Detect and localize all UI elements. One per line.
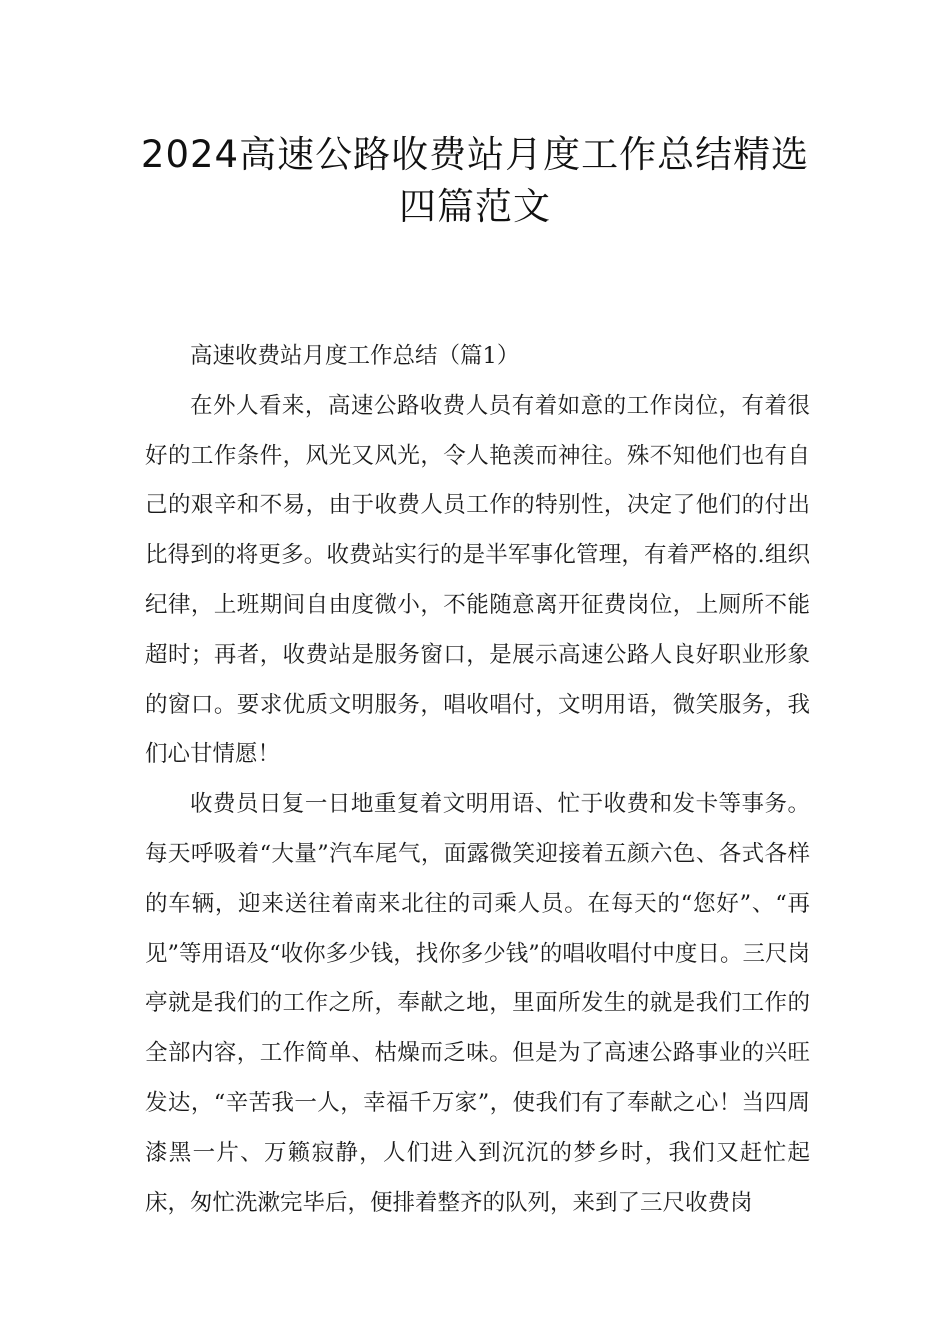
document-title-line-1: 2024高速公路收费站月度工作总结精选 — [140, 133, 810, 176]
document-title-line-2: 四篇范文 — [399, 185, 551, 228]
document-body — [145, 332, 810, 1228]
body-paragraph-1: 在外人看来，高速公路收费人员有着如意的工作岗位，有着很好的工作条件，风光又风光，令人艳羡而神往。殊不知他们也有自己的艰辛和不易，由于收费人员工作的特别性，决定了他们的付出比得到的将更多。收费站实行的是半军事化管理，有着严格的.组织纪律，上班期间自由度微小，不能随意离开征费岗位，上厕所不能超时；再者，收费站是服务窗口，是展示高速公路人良好职业形象的窗口。要求优质文明服务，唱收唱付，文明用语，微笑服务，我们心甘情愿！ — [145, 392, 810, 768]
section-heading: 高速收费站月度工作总结（篇1） — [190, 343, 520, 369]
body-paragraph-2: 收费员日复一日地重复着文明用语、忙于收费和发卡等事务。每天呼吸着“大量”汽车尾气，面露微笑迎接着五颜六色、各式各样的车辆，迎来送往着南来北往的司乘人员。在每天的“您好”、“再见”等用语及“收你多少钱，找你多少钱”的唱收唱付中度日。三尺岗亭就是我们的工作之所，奉献之地，里面所发生的就是我们工作的全部内容，工作简单、枯燥而乏味。但是为了高速公路事业的兴旺发达，“辛苦我一人，幸福千万家”，使我们有了奉献之心！当四周漆黑一片、万籁寂静，人们进入到沉沉的梦乡时，我们又赶忙起床，匆忙洗漱完毕后，便排着整齐的队列，来到了三尺收费岗 — [145, 791, 810, 1216]
